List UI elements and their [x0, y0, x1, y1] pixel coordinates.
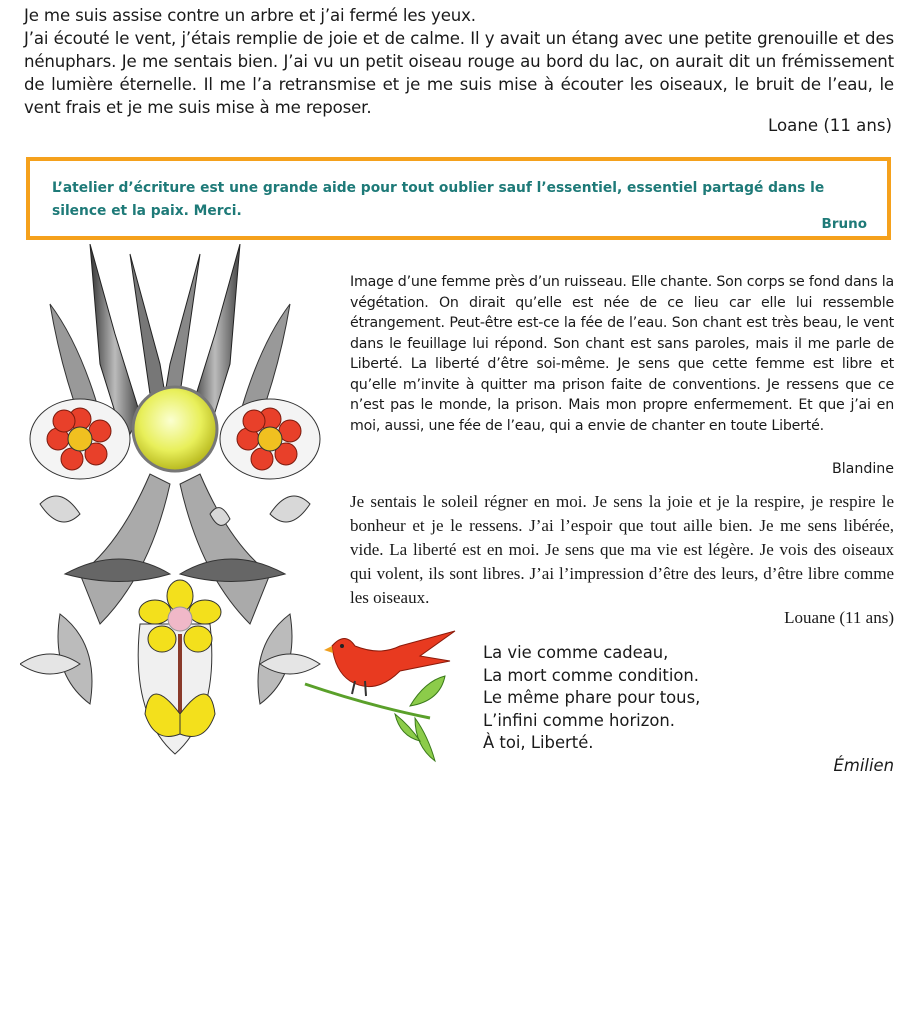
blandine-signature: Blandine — [831, 461, 894, 477]
loane-text — [24, 4, 894, 119]
louane-signature: Louane (11 ans) — [784, 608, 894, 627]
poem-line: La vie comme cadeau, — [483, 643, 669, 662]
emilien-poem — [483, 642, 700, 755]
louane-text — [350, 490, 894, 610]
loane-signature: Loane (11 ans) — [768, 116, 892, 135]
right-eye-flower — [220, 399, 320, 479]
left-eye-flower — [30, 399, 130, 479]
yellow-flower — [138, 580, 221, 754]
blandine-paragraph: Image d’une femme près d’un ruisseau. Elle chante. Son corps se fond dans la végétation. On dirait qu’elle est née de ce lieu car elle lui ressemble étrangement. Peut-être est-ce la fée de l’eau. Son chant est très beau, le vent dans le feuillage lui répond. Son chant est sans paroles, mais il me parle de Liberté. La liberté d’être soi-même. Je sens que cette femme est libre et qu’elle m’invite à quitter ma prison faite de conventions. Je ressens que ce n’est pas le monde, la prison. Mais mon propre enfermement. Et que j’ai en moi, aussi, une fée de l’eau, qui a envie de chanter en toute Liberté. — [350, 274, 894, 434]
bruno-signature: Bruno — [821, 216, 867, 232]
poem-line: La mort comme condition. — [483, 665, 700, 685]
loane-line-2: J’ai écouté le vent, j’étais remplie de joie et de calme. Il y avait un étang avec une petite grenouille et des nénuphars. Je me sentais bien. J’ai vu un petit oiseau rouge au bord du lac, on aurait dit un frémissement de lumière éternelle. Il me l’a retransmise et je me suis mise à écouter les oiseaux, le bruit de l’eau, le vent frais et je me suis mise à me reposer. — [24, 29, 894, 117]
loane-line-1: Je me suis assise contre un arbre et j’ai fermé les yeux. — [24, 6, 476, 25]
bruno-quote-box — [26, 157, 891, 240]
poem-line: L’infini comme horizon. — [483, 710, 675, 730]
poem-line: À toi, Liberté. — [483, 733, 594, 752]
emilien-signature: Émilien — [833, 756, 894, 775]
decorative-illustration — [20, 244, 330, 764]
blandine-text — [350, 272, 894, 436]
sun-orb — [133, 387, 217, 471]
red-bird-on-branch — [300, 626, 460, 766]
louane-paragraph: Je sentais le soleil régner en moi. Je sens la joie et je la respire, je respire le bonheur et je le ressens. J’ai l’espoir que tout aille bien. Je me sens libérée, vide. La liberté est en moi. Je sens que ma vie est légère. Je vois des oiseaux qui volent, ils sont libres. J’ai l’impression d’être des leurs, d’être libre comme les oiseaux. — [350, 492, 894, 607]
bruno-quote: L’atelier d’écriture est une grande aide pour tout oublier sauf l’essentiel, essentiel partagé dans le silence et la paix. Merci. — [52, 180, 825, 219]
poem-line: Le même phare pour tous, — [483, 688, 701, 707]
